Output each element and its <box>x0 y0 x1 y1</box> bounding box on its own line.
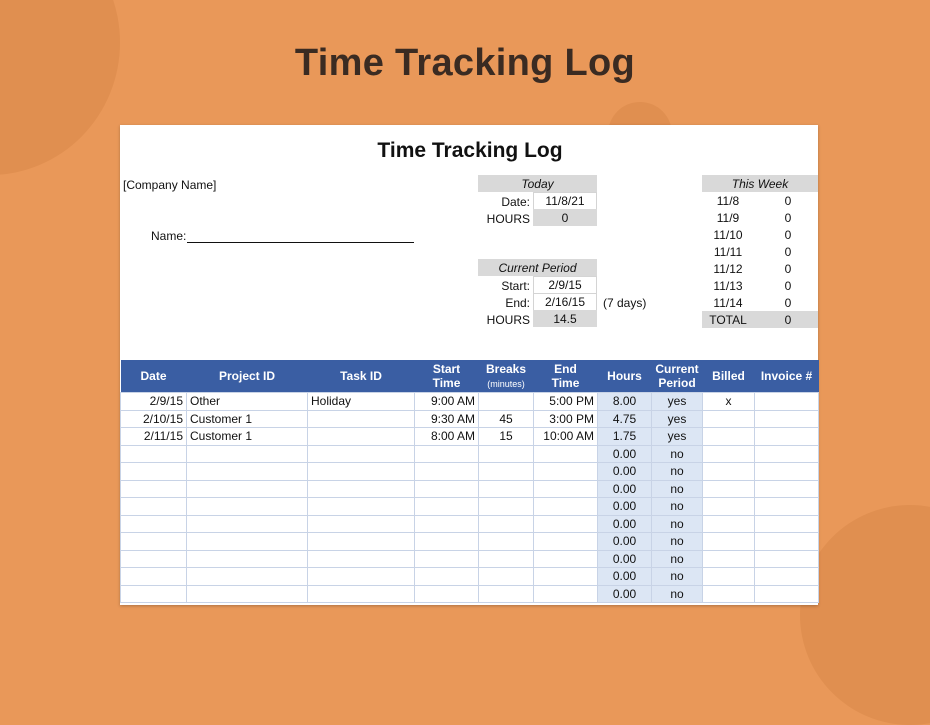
period-hours: 14.5 <box>533 310 597 327</box>
project-id-cell[interactable] <box>187 498 308 516</box>
current-period-cell: yes <box>652 428 703 446</box>
start-time-cell[interactable] <box>415 480 479 498</box>
start-time-cell[interactable] <box>415 463 479 481</box>
column-header-label: Current <box>655 362 699 376</box>
project-id-cell[interactable] <box>187 480 308 498</box>
breaks-cell[interactable] <box>479 445 534 463</box>
period-start[interactable]: 2/9/15 <box>533 276 597 294</box>
project-id-cell[interactable] <box>187 585 308 603</box>
invoice-cell[interactable] <box>755 498 819 516</box>
start-label: Start: <box>501 279 530 293</box>
task-id-cell[interactable] <box>308 445 415 463</box>
billed-cell[interactable] <box>703 550 755 568</box>
date-cell[interactable]: 2/10/15 <box>121 410 187 428</box>
task-id-cell[interactable] <box>308 550 415 568</box>
date-cell[interactable] <box>121 498 187 516</box>
project-id-cell[interactable]: Customer 1 <box>187 410 308 428</box>
hours-cell: 1.75 <box>598 428 652 446</box>
invoice-cell[interactable] <box>755 568 819 586</box>
date-cell[interactable] <box>121 445 187 463</box>
name-field[interactable] <box>187 241 414 243</box>
breaks-cell[interactable]: 45 <box>479 410 534 428</box>
column-header-hours[interactable] <box>598 360 652 393</box>
column-header-label: End <box>554 362 577 376</box>
column-header-label: Hours <box>607 369 642 383</box>
current-period-cell: yes <box>652 393 703 411</box>
time-log-table <box>120 360 819 603</box>
week-total: 0 <box>784 313 792 327</box>
column-header-label: Time <box>432 376 461 390</box>
column-header-date[interactable] <box>121 360 187 393</box>
invoice-cell[interactable] <box>755 515 819 533</box>
column-header-current-period[interactable] <box>652 360 703 393</box>
week-date: 11/8 <box>716 194 740 208</box>
task-id-cell[interactable] <box>308 463 415 481</box>
billed-cell[interactable] <box>703 480 755 498</box>
start-time-cell[interactable] <box>415 498 479 516</box>
date-cell[interactable]: 2/11/15 <box>121 428 187 446</box>
column-header-label: Date <box>140 369 167 383</box>
invoice-cell[interactable] <box>755 550 819 568</box>
date-cell[interactable] <box>121 515 187 533</box>
date-cell[interactable] <box>121 585 187 603</box>
name-label: Name: <box>151 229 187 243</box>
hours-cell: 0.00 <box>598 445 652 463</box>
billed-cell[interactable] <box>703 445 755 463</box>
table-row <box>121 568 819 586</box>
column-header-label: Project ID <box>218 369 275 383</box>
table-body <box>121 393 819 603</box>
hours-cell: 0.00 <box>598 463 652 481</box>
column-header-label: Billed <box>712 369 745 383</box>
start-time-cell[interactable]: 9:00 AM <box>415 393 479 411</box>
hours-cell: 0.00 <box>598 533 652 551</box>
week-date: 11/12 <box>713 262 743 276</box>
column-header-label: Start <box>432 362 461 376</box>
table-row <box>121 515 819 533</box>
start-time-cell[interactable] <box>415 445 479 463</box>
task-id-cell[interactable] <box>308 568 415 586</box>
task-id-cell[interactable] <box>308 480 415 498</box>
column-header-label: Invoice # <box>760 369 813 383</box>
current-period-cell: no <box>652 533 703 551</box>
end-time-cell[interactable] <box>534 498 598 516</box>
billed-cell[interactable] <box>703 533 755 551</box>
week-hours: 0 <box>784 296 792 310</box>
table-row <box>121 463 819 481</box>
end-time-cell[interactable] <box>534 585 598 603</box>
task-id-cell[interactable] <box>308 533 415 551</box>
end-time-cell[interactable] <box>534 550 598 568</box>
hours-cell: 0.00 <box>598 568 652 586</box>
column-header-label: Time <box>551 376 580 390</box>
table-row <box>121 410 819 428</box>
background-circle <box>0 0 120 175</box>
column-header-label: Task ID <box>340 369 382 383</box>
column-header-invoice[interactable] <box>755 360 819 393</box>
table-row <box>121 393 819 411</box>
table-row <box>121 445 819 463</box>
end-time-cell[interactable] <box>534 515 598 533</box>
week-hours: 0 <box>784 262 792 276</box>
end-time-cell[interactable] <box>534 480 598 498</box>
breaks-cell[interactable] <box>479 498 534 516</box>
billed-cell[interactable] <box>703 585 755 603</box>
start-time-cell[interactable] <box>415 550 479 568</box>
week-date: 11/13 <box>713 279 743 293</box>
hours-label: HOURS <box>486 212 530 226</box>
current-period-cell: no <box>652 445 703 463</box>
task-id-cell[interactable] <box>308 515 415 533</box>
breaks-cell[interactable] <box>479 393 534 411</box>
column-header-breaks[interactable] <box>479 360 534 393</box>
end-time-cell[interactable] <box>534 568 598 586</box>
project-id-cell[interactable] <box>187 515 308 533</box>
hours-cell: 0.00 <box>598 515 652 533</box>
hours-cell: 0.00 <box>598 585 652 603</box>
sheet-title: Time Tracking Log <box>377 139 563 162</box>
billed-cell[interactable] <box>703 463 755 481</box>
project-id-cell[interactable]: Other <box>187 393 308 411</box>
week-row <box>702 209 818 226</box>
start-time-cell[interactable] <box>415 585 479 603</box>
table-row <box>121 498 819 516</box>
current-period-cell: no <box>652 480 703 498</box>
project-id-cell[interactable] <box>187 445 308 463</box>
period-days: (7 days) <box>603 296 647 310</box>
current-period-cell: no <box>652 550 703 568</box>
week-total-row <box>702 311 818 328</box>
date-cell[interactable] <box>121 568 187 586</box>
billed-cell[interactable]: x <box>703 393 755 411</box>
spreadsheet <box>120 125 818 605</box>
start-time-cell[interactable] <box>415 568 479 586</box>
invoice-cell[interactable] <box>755 585 819 603</box>
column-header-label: Period <box>658 376 696 390</box>
billed-cell[interactable] <box>703 515 755 533</box>
billed-cell[interactable] <box>703 568 755 586</box>
start-time-cell[interactable] <box>415 533 479 551</box>
start-time-cell[interactable]: 9:30 AM <box>415 410 479 428</box>
week-hours: 0 <box>784 194 792 208</box>
breaks-cell[interactable] <box>479 463 534 481</box>
week-date: 11/9 <box>716 211 740 225</box>
column-header-end-time[interactable] <box>534 360 598 393</box>
week-date: 11/14 <box>713 296 743 310</box>
week-hours: 0 <box>784 211 792 225</box>
end-time-cell[interactable] <box>534 445 598 463</box>
week-date: 11/10 <box>713 228 743 242</box>
date-cell[interactable] <box>121 533 187 551</box>
current-period-cell: no <box>652 498 703 516</box>
hours-cell: 0.00 <box>598 550 652 568</box>
date-cell[interactable] <box>121 463 187 481</box>
current-period-cell: no <box>652 568 703 586</box>
invoice-cell[interactable] <box>755 533 819 551</box>
week-row <box>702 243 818 260</box>
column-header-billed[interactable] <box>703 360 755 393</box>
today-hours: 0 <box>533 209 597 226</box>
task-id-cell[interactable]: Holiday <box>308 393 415 411</box>
breaks-cell[interactable] <box>479 585 534 603</box>
invoice-cell[interactable] <box>755 393 819 411</box>
week-row <box>702 277 818 294</box>
task-id-cell[interactable] <box>308 585 415 603</box>
end-label: End: <box>505 296 530 310</box>
week-row <box>702 192 818 209</box>
project-id-cell[interactable] <box>187 568 308 586</box>
table-row <box>121 428 819 446</box>
end-time-cell[interactable]: 5:00 PM <box>534 393 598 411</box>
company-name[interactable]: [Company Name] <box>123 178 217 192</box>
period-header: Current Period <box>478 259 597 276</box>
current-period-cell: no <box>652 515 703 533</box>
end-time-cell[interactable] <box>534 533 598 551</box>
current-period-cell: no <box>652 463 703 481</box>
hours-cell: 4.75 <box>598 410 652 428</box>
invoice-cell[interactable] <box>755 480 819 498</box>
project-id-cell[interactable] <box>187 533 308 551</box>
project-id-cell[interactable]: Customer 1 <box>187 428 308 446</box>
week-date: 11/11 <box>713 245 743 259</box>
task-id-cell[interactable] <box>308 428 415 446</box>
date-cell[interactable]: 2/9/15 <box>121 393 187 411</box>
task-id-cell[interactable] <box>308 498 415 516</box>
column-header-project-id[interactable] <box>187 360 308 393</box>
date-cell[interactable] <box>121 480 187 498</box>
current-period-cell: no <box>652 585 703 603</box>
column-header-start-time[interactable] <box>415 360 479 393</box>
project-id-cell[interactable] <box>187 463 308 481</box>
column-header-sublabel: (minutes) <box>487 378 525 389</box>
start-time-cell[interactable]: 8:00 AM <box>415 428 479 446</box>
breaks-cell[interactable] <box>479 550 534 568</box>
current-period-cell: yes <box>652 410 703 428</box>
column-header-label: Breaks <box>485 361 527 376</box>
hours-cell: 0.00 <box>598 498 652 516</box>
billed-cell[interactable] <box>703 410 755 428</box>
week-hours: 0 <box>784 245 792 259</box>
hours-cell: 0.00 <box>598 480 652 498</box>
week-hours: 0 <box>784 279 792 293</box>
today-header: Today <box>478 175 597 192</box>
table-row <box>121 585 819 603</box>
table-row <box>121 480 819 498</box>
week-header: This Week <box>702 175 818 192</box>
table-header-row <box>121 360 819 393</box>
today-date[interactable]: 11/8/21 <box>533 192 597 210</box>
project-id-cell[interactable] <box>187 550 308 568</box>
date-label: Date: <box>501 195 530 209</box>
week-row <box>702 294 818 311</box>
breaks-cell[interactable] <box>479 515 534 533</box>
breaks-cell[interactable] <box>479 480 534 498</box>
hours-cell: 8.00 <box>598 393 652 411</box>
breaks-cell[interactable] <box>479 568 534 586</box>
invoice-cell[interactable] <box>755 410 819 428</box>
week-row <box>702 260 818 277</box>
week-hours: 0 <box>784 228 792 242</box>
week-total-label: TOTAL <box>709 313 747 327</box>
task-id-cell[interactable] <box>308 410 415 428</box>
billed-cell[interactable] <box>703 428 755 446</box>
end-time-cell[interactable]: 10:00 AM <box>534 428 598 446</box>
table-row <box>121 550 819 568</box>
end-time-cell[interactable]: 3:00 PM <box>534 410 598 428</box>
billed-cell[interactable] <box>703 498 755 516</box>
hours-label: HOURS <box>486 313 530 327</box>
breaks-cell[interactable]: 15 <box>479 428 534 446</box>
invoice-cell[interactable] <box>755 463 819 481</box>
date-cell[interactable] <box>121 550 187 568</box>
period-end[interactable]: 2/16/15 <box>533 293 597 311</box>
start-time-cell[interactable] <box>415 515 479 533</box>
invoice-cell[interactable] <box>755 445 819 463</box>
breaks-cell[interactable] <box>479 533 534 551</box>
week-row <box>702 226 818 243</box>
page-title: Time Tracking Log <box>294 42 636 84</box>
end-time-cell[interactable] <box>534 463 598 481</box>
background-circle <box>800 505 930 725</box>
column-header-task-id[interactable] <box>308 360 415 393</box>
table-row <box>121 533 819 551</box>
invoice-cell[interactable] <box>755 428 819 446</box>
